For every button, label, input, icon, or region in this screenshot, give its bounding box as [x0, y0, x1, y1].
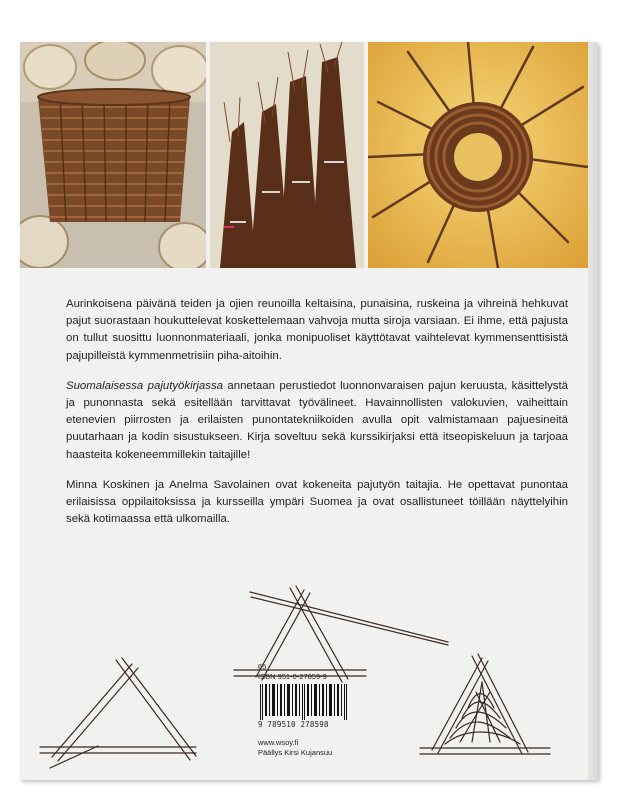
blurb-paragraph-2 [66, 378, 568, 464]
blurb-paragraph-1: Aurinkoisena päivänä teiden ja ojien reunoilla keltaisina, punaisina, ruskeina ja vihreinä hehkuvat pajut suorastaan houkuttelevat koskettelemaan vahvoja mutta siroja varsiaan. Ei ihme, että pajusta on tullut suosittu luonnonmateriaali, jonka monipuoliset käyttötavat vaihtelevat kymmensenttisistä pajupilleistä kymmenmetrisiin piha-aitoihin. [66, 298, 568, 362]
publisher-website: www.wsoy.fi [258, 738, 299, 747]
class-number: 65 [258, 662, 267, 671]
authors-paragraph: Minna Koskinen ja Anelma Savolainen ovat kokeneita pajutyön taitajia. He opettavat punontaa erilaisissa oppilaitoksissa ja kursseilla ympäri Suomea ja ovat osallistuneet töillään näyttelyihin sekä kotimaassa että ulkomailla. [66, 478, 568, 526]
barcode-number: 9 789510 278598 [258, 720, 329, 729]
barcode [258, 684, 350, 720]
frame-drawing-1 [40, 658, 196, 768]
isbn-text: ISBN 951-0-27859-9 [258, 672, 327, 681]
book-title-italic: Suomalaisessa pajutyökirjassa [66, 379, 223, 392]
book-back-cover [20, 42, 598, 780]
basket-base-photo [368, 42, 588, 268]
blurb-paragraph-2-rest: annetaan perustiedot luonnonvaraisen pajun keruusta, käsittelystä ja punonnasta sekä esitellään tarvittavat työvälineet. Havainnollisten valokuvien, vaiheittain etenevien piirrosten ja erilaisten punontatekniikoiden avulla opit valmistamaan pajuesineitä puutarhaan ja kodin sisustukseen. Kirja soveltuu sekä kurssikirjaksi että itseopiskeluun ja tarjoaa haasteita kokeneemmillekin taitajille! [66, 379, 569, 461]
book-spine-edge [588, 42, 598, 780]
cover-credit: Päällys Kirsi Kujansuu [258, 748, 333, 757]
photo-strip [20, 42, 588, 268]
blurb-text [66, 296, 568, 541]
willow-bundles-photo [210, 42, 364, 268]
isbn-block [258, 662, 378, 758]
frame-drawing-3 [420, 654, 550, 754]
basket-photo [20, 42, 206, 268]
